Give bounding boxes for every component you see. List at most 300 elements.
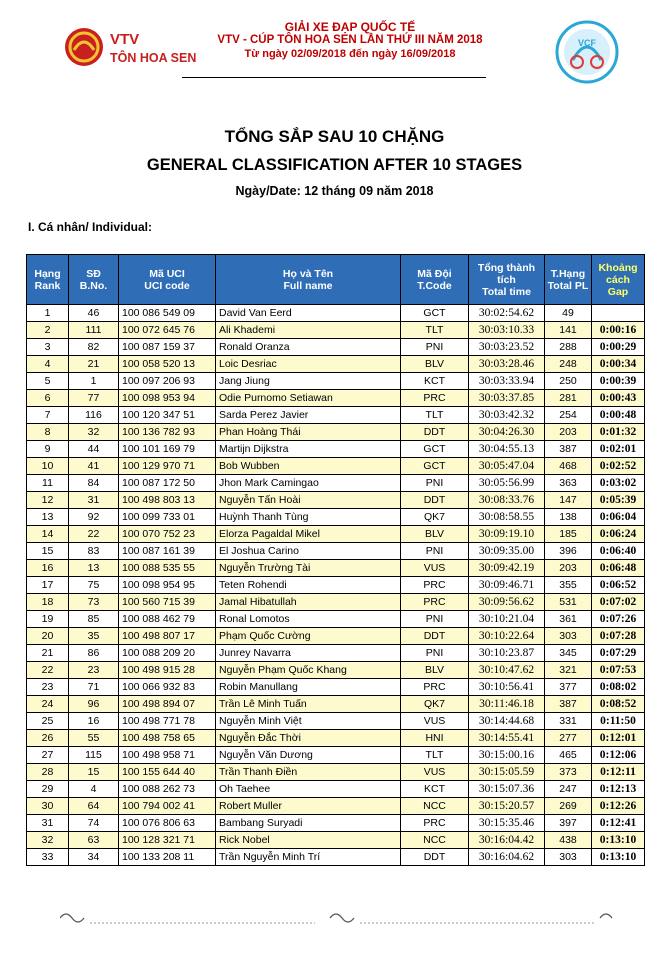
cell-team-code: KCT [401, 781, 469, 798]
cell-total-time: 30:08:58.55 [469, 509, 545, 526]
cell-total-pl: 438 [545, 832, 592, 849]
cell-total-pl: 254 [545, 407, 592, 424]
cell-team-code: GCT [401, 441, 469, 458]
cell-full-name: Elorza Pagaldal Mikel [216, 526, 401, 543]
cell-bib: 23 [69, 662, 119, 679]
cell-rank: 12 [27, 492, 69, 509]
cell-rank: 4 [27, 356, 69, 373]
cell-gap: 0:00:43 [592, 390, 645, 407]
cell-bib: 92 [69, 509, 119, 526]
cell-uci-code: 100 097 206 93 [119, 373, 216, 390]
cell-full-name: Phạm Quốc Cường [216, 628, 401, 645]
cell-bib: 77 [69, 390, 119, 407]
cell-bib: 1 [69, 373, 119, 390]
cell-bib: 34 [69, 849, 119, 866]
header-title-line1: GIẢI XE ĐẠP QUỐC TẾ [284, 20, 416, 34]
cell-gap: 0:00:48 [592, 407, 645, 424]
cell-full-name: Phan Hoàng Thái [216, 424, 401, 441]
cell-team-code: PRC [401, 577, 469, 594]
cell-total-time: 30:15:07.36 [469, 781, 545, 798]
table-row [27, 577, 645, 594]
table-row [27, 713, 645, 730]
table-row [27, 628, 645, 645]
cell-total-time: 30:03:28.46 [469, 356, 545, 373]
col-header-name: Họ và Tên Full name [216, 255, 401, 305]
cell-bib: 22 [69, 526, 119, 543]
cell-total-pl: 321 [545, 662, 592, 679]
cell-bib: 83 [69, 543, 119, 560]
table-row [27, 798, 645, 815]
cell-full-name: Martijn Dijkstra [216, 441, 401, 458]
cell-rank: 26 [27, 730, 69, 747]
cell-bib: 31 [69, 492, 119, 509]
cell-total-pl: 147 [545, 492, 592, 509]
cell-rank: 13 [27, 509, 69, 526]
cell-total-time: 30:02:54.62 [469, 305, 545, 322]
cell-bib: 13 [69, 560, 119, 577]
header-divider [182, 77, 486, 78]
cell-bib: 111 [69, 322, 119, 339]
cell-gap: 0:12:11 [592, 764, 645, 781]
cell-gap: 0:12:13 [592, 781, 645, 798]
cell-bib: 55 [69, 730, 119, 747]
cell-total-pl: 331 [545, 713, 592, 730]
cell-gap: 0:05:39 [592, 492, 645, 509]
cell-team-code: VUS [401, 764, 469, 781]
cell-rank: 33 [27, 849, 69, 866]
cell-total-pl: 203 [545, 424, 592, 441]
cell-team-code: PNI [401, 543, 469, 560]
cell-gap: 0:06:24 [592, 526, 645, 543]
cell-gap: 0:12:06 [592, 747, 645, 764]
cell-team-code: TLT [401, 322, 469, 339]
col-header-team: Mã Đội T.Code [401, 255, 469, 305]
cell-bib: 74 [69, 815, 119, 832]
cell-full-name: Ronald Oranza [216, 339, 401, 356]
cell-team-code: VUS [401, 713, 469, 730]
cell-total-time: 30:15:00.16 [469, 747, 545, 764]
cell-uci-code: 100 133 208 11 [119, 849, 216, 866]
table-row [27, 322, 645, 339]
cell-uci-code: 100 086 549 09 [119, 305, 216, 322]
cell-total-time: 30:05:56.99 [469, 475, 545, 492]
document-header [0, 0, 669, 100]
table-row [27, 679, 645, 696]
cell-gap: 0:08:02 [592, 679, 645, 696]
cell-full-name: Bambang Suryadi [216, 815, 401, 832]
cell-team-code: BLV [401, 526, 469, 543]
report-date: Ngày/Date: 12 tháng 09 năm 2018 [235, 184, 434, 198]
cell-uci-code: 100 088 462 79 [119, 611, 216, 628]
cell-uci-code: 100 087 159 37 [119, 339, 216, 356]
cell-bib: 44 [69, 441, 119, 458]
cell-total-time: 30:16:04.62 [469, 849, 545, 866]
cell-gap: 0:06:48 [592, 560, 645, 577]
cell-total-time: 30:09:46.71 [469, 577, 545, 594]
cell-rank: 22 [27, 662, 69, 679]
cell-uci-code: 100 088 209 20 [119, 645, 216, 662]
cell-rank: 14 [27, 526, 69, 543]
cell-gap: 0:07:02 [592, 594, 645, 611]
cell-full-name: Robin Manullang [216, 679, 401, 696]
table-row [27, 560, 645, 577]
cell-total-time: 30:03:33.94 [469, 373, 545, 390]
cell-total-pl: 138 [545, 509, 592, 526]
cell-gap: 0:03:02 [592, 475, 645, 492]
cell-total-time: 30:11:46.18 [469, 696, 545, 713]
cell-full-name: Nguyễn Trường Tài [216, 560, 401, 577]
cell-rank: 20 [27, 628, 69, 645]
cell-rank: 1 [27, 305, 69, 322]
cell-total-time: 30:09:56.62 [469, 594, 545, 611]
table-row [27, 509, 645, 526]
cell-total-pl: 303 [545, 849, 592, 866]
cell-gap: 0:00:16 [592, 322, 645, 339]
cell-team-code: HNI [401, 730, 469, 747]
cell-total-pl: 247 [545, 781, 592, 798]
cell-team-code: PRC [401, 390, 469, 407]
cell-bib: 82 [69, 339, 119, 356]
cell-rank: 11 [27, 475, 69, 492]
cell-uci-code: 100 794 002 41 [119, 798, 216, 815]
table-row [27, 730, 645, 747]
cell-total-pl: 355 [545, 577, 592, 594]
cell-team-code: PNI [401, 339, 469, 356]
cell-uci-code: 100 498 894 07 [119, 696, 216, 713]
cell-total-time: 30:04:26.30 [469, 424, 545, 441]
cell-rank: 8 [27, 424, 69, 441]
cell-full-name: El Joshua Carino [216, 543, 401, 560]
cell-total-time: 30:03:37.85 [469, 390, 545, 407]
cell-total-pl: 303 [545, 628, 592, 645]
cell-gap: 0:07:53 [592, 662, 645, 679]
cell-bib: 35 [69, 628, 119, 645]
cell-rank: 2 [27, 322, 69, 339]
cell-rank: 19 [27, 611, 69, 628]
cell-full-name: Nguyễn Văn Dương [216, 747, 401, 764]
cell-full-name: Jhon Mark Camingao [216, 475, 401, 492]
cell-full-name: Jang Jiung [216, 373, 401, 390]
cell-uci-code: 100 099 733 01 [119, 509, 216, 526]
cell-rank: 23 [27, 679, 69, 696]
cell-team-code: DDT [401, 424, 469, 441]
cell-rank: 9 [27, 441, 69, 458]
cell-total-pl: 377 [545, 679, 592, 696]
cell-total-pl: 345 [545, 645, 592, 662]
cell-rank: 6 [27, 390, 69, 407]
cell-gap: 0:07:29 [592, 645, 645, 662]
cell-full-name: Nguyễn Đắc Thời [216, 730, 401, 747]
cell-full-name: Junrey Navarra [216, 645, 401, 662]
cell-bib: 73 [69, 594, 119, 611]
cell-gap: 0:01:32 [592, 424, 645, 441]
cell-team-code: PNI [401, 645, 469, 662]
cell-uci-code: 100 498 807 17 [119, 628, 216, 645]
cell-total-pl: 248 [545, 356, 592, 373]
cell-bib: 21 [69, 356, 119, 373]
cell-full-name: Huỳnh Thanh Tùng [216, 509, 401, 526]
cell-total-pl: 281 [545, 390, 592, 407]
cell-team-code: GCT [401, 305, 469, 322]
cell-bib: 84 [69, 475, 119, 492]
table-row [27, 492, 645, 509]
cell-total-time: 30:10:23.87 [469, 645, 545, 662]
cell-rank: 10 [27, 458, 69, 475]
cell-bib: 116 [69, 407, 119, 424]
cell-bib: 75 [69, 577, 119, 594]
cell-gap: 0:00:39 [592, 373, 645, 390]
table-row [27, 305, 645, 322]
cell-uci-code: 100 155 644 40 [119, 764, 216, 781]
cell-bib: 85 [69, 611, 119, 628]
cell-uci-code: 100 098 953 94 [119, 390, 216, 407]
cell-total-time: 30:03:10.33 [469, 322, 545, 339]
cell-uci-code: 100 072 645 76 [119, 322, 216, 339]
cell-total-time: 30:04:55.13 [469, 441, 545, 458]
cell-gap [592, 305, 645, 322]
table-row [27, 424, 645, 441]
cell-full-name: Ronal Lomotos [216, 611, 401, 628]
cell-total-time: 30:15:20.57 [469, 798, 545, 815]
cell-total-time: 30:09:35.00 [469, 543, 545, 560]
cell-total-time: 30:09:19.10 [469, 526, 545, 543]
cell-total-time: 30:09:42.19 [469, 560, 545, 577]
cell-full-name: Robert Muller [216, 798, 401, 815]
cell-gap: 0:06:04 [592, 509, 645, 526]
cell-rank: 5 [27, 373, 69, 390]
cell-team-code: BLV [401, 356, 469, 373]
cell-uci-code: 100 070 752 23 [119, 526, 216, 543]
table-row [27, 764, 645, 781]
table-row [27, 747, 645, 764]
cell-gap: 0:06:52 [592, 577, 645, 594]
vtv-ton-hoa-sen-logo [62, 20, 212, 75]
cell-total-pl: 203 [545, 560, 592, 577]
cell-full-name: Bob Wubben [216, 458, 401, 475]
cell-full-name: Trần Thanh Điền [216, 764, 401, 781]
cell-uci-code: 100 129 970 71 [119, 458, 216, 475]
cell-rank: 18 [27, 594, 69, 611]
cell-total-pl: 277 [545, 730, 592, 747]
cell-team-code: QK7 [401, 509, 469, 526]
cell-uci-code: 100 498 758 65 [119, 730, 216, 747]
cell-total-pl: 387 [545, 441, 592, 458]
table-row [27, 373, 645, 390]
cell-team-code: DDT [401, 492, 469, 509]
table-row [27, 696, 645, 713]
cell-bib: 63 [69, 832, 119, 849]
cell-gap: 0:00:29 [592, 339, 645, 356]
cell-total-pl: 373 [545, 764, 592, 781]
table-row [27, 475, 645, 492]
table-row [27, 645, 645, 662]
cell-total-pl: 396 [545, 543, 592, 560]
cell-uci-code: 100 498 803 13 [119, 492, 216, 509]
cell-team-code: TLT [401, 747, 469, 764]
cell-total-pl: 531 [545, 594, 592, 611]
cell-total-time: 30:03:42.32 [469, 407, 545, 424]
cell-rank: 28 [27, 764, 69, 781]
cell-uci-code: 100 498 915 28 [119, 662, 216, 679]
cell-team-code: KCT [401, 373, 469, 390]
cell-team-code: BLV [401, 662, 469, 679]
cell-rank: 27 [27, 747, 69, 764]
col-header-bib: SĐ B.No. [69, 255, 119, 305]
cell-full-name: Rick Nobel [216, 832, 401, 849]
table-row [27, 815, 645, 832]
table-row [27, 407, 645, 424]
cell-rank: 21 [27, 645, 69, 662]
cell-bib: 32 [69, 424, 119, 441]
cell-team-code: QK7 [401, 696, 469, 713]
cell-total-time: 30:10:56.41 [469, 679, 545, 696]
cell-bib: 41 [69, 458, 119, 475]
table-row [27, 594, 645, 611]
title-english: GENERAL CLASSIFICATION AFTER 10 STAGES [146, 156, 523, 174]
cell-uci-code: 100 101 169 79 [119, 441, 216, 458]
cell-rank: 7 [27, 407, 69, 424]
cell-uci-code: 100 087 161 39 [119, 543, 216, 560]
cell-total-time: 30:14:44.68 [469, 713, 545, 730]
cell-gap: 0:00:34 [592, 356, 645, 373]
cell-full-name: David Van Eerd [216, 305, 401, 322]
table-row [27, 781, 645, 798]
table-row [27, 390, 645, 407]
cell-total-time: 30:03:23.52 [469, 339, 545, 356]
cell-bib: 46 [69, 305, 119, 322]
cell-gap: 0:13:10 [592, 832, 645, 849]
cell-full-name: Jamal Hibatullah [216, 594, 401, 611]
cell-bib: 64 [69, 798, 119, 815]
cell-full-name: Sarda Perez Javier [216, 407, 401, 424]
table-row [27, 849, 645, 866]
col-header-gap: Khoảng cách Gap [592, 255, 645, 305]
cell-full-name: Nguyễn Minh Việt [216, 713, 401, 730]
cell-total-pl: 387 [545, 696, 592, 713]
cell-full-name: Trần Nguyễn Minh Trí [216, 849, 401, 866]
cell-rank: 3 [27, 339, 69, 356]
cell-gap: 0:06:40 [592, 543, 645, 560]
cell-full-name: Loic Desriac [216, 356, 401, 373]
cell-full-name: Nguyễn Phạm Quốc Khang [216, 662, 401, 679]
cell-gap: 0:02:52 [592, 458, 645, 475]
cell-rank: 15 [27, 543, 69, 560]
cell-team-code: PRC [401, 594, 469, 611]
cell-uci-code: 100 498 771 78 [119, 713, 216, 730]
cell-rank: 17 [27, 577, 69, 594]
cell-team-code: PRC [401, 815, 469, 832]
section-label: I. Cá nhân/ Individual: [28, 220, 153, 234]
cell-uci-code: 100 128 321 71 [119, 832, 216, 849]
cell-uci-code: 100 088 262 73 [119, 781, 216, 798]
cell-total-pl: 397 [545, 815, 592, 832]
col-header-time: Tổng thành tích Total time [469, 255, 545, 305]
cell-gap: 0:07:26 [592, 611, 645, 628]
cell-total-time: 30:08:33.76 [469, 492, 545, 509]
cell-gap: 0:12:41 [592, 815, 645, 832]
cell-rank: 31 [27, 815, 69, 832]
cell-rank: 29 [27, 781, 69, 798]
logo-brand-text: TÔN HOA SEN [110, 51, 197, 65]
cell-gap: 0:11:50 [592, 713, 645, 730]
cell-total-pl: 185 [545, 526, 592, 543]
footer-decoration [60, 908, 620, 928]
table-header-row [27, 255, 645, 305]
cell-gap: 0:08:52 [592, 696, 645, 713]
cell-total-pl: 288 [545, 339, 592, 356]
table-row [27, 662, 645, 679]
cell-total-time: 30:10:22.64 [469, 628, 545, 645]
cell-team-code: TLT [401, 407, 469, 424]
cell-team-code: GCT [401, 458, 469, 475]
table-row [27, 832, 645, 849]
cell-total-time: 30:05:47.04 [469, 458, 545, 475]
header-title-line2: VTV - CÚP TÔN HOA SEN LẦN THỨ III NĂM 2018 [217, 34, 483, 46]
header-title-line3: Từ ngày 02/09/2018 đến ngày 16/09/2018 [244, 48, 456, 60]
cell-total-time: 30:10:21.04 [469, 611, 545, 628]
cell-team-code: NCC [401, 832, 469, 849]
vcf-logo [555, 20, 620, 85]
cell-bib: 115 [69, 747, 119, 764]
cell-total-time: 30:10:47.62 [469, 662, 545, 679]
cell-gap: 0:07:28 [592, 628, 645, 645]
cell-uci-code: 100 098 954 95 [119, 577, 216, 594]
cell-total-pl: 250 [545, 373, 592, 390]
cell-bib: 96 [69, 696, 119, 713]
cell-team-code: PRC [401, 679, 469, 696]
table-row [27, 356, 645, 373]
cell-rank: 16 [27, 560, 69, 577]
cell-total-pl: 468 [545, 458, 592, 475]
cell-full-name: Teten Rohendi [216, 577, 401, 594]
cell-gap: 0:12:26 [592, 798, 645, 815]
cell-team-code: VUS [401, 560, 469, 577]
cell-team-code: PNI [401, 611, 469, 628]
cell-gap: 0:02:01 [592, 441, 645, 458]
table-row [27, 458, 645, 475]
classification-table [26, 254, 645, 866]
cell-team-code: PNI [401, 475, 469, 492]
logo-vtv-text: VTV [110, 31, 140, 48]
cell-total-time: 30:15:35.46 [469, 815, 545, 832]
cell-total-time: 30:14:55.41 [469, 730, 545, 747]
cell-total-pl: 141 [545, 322, 592, 339]
cell-total-pl: 363 [545, 475, 592, 492]
cell-rank: 32 [27, 832, 69, 849]
cell-gap: 0:13:10 [592, 849, 645, 866]
cell-full-name: Ali Khademi [216, 322, 401, 339]
cell-uci-code: 100 058 520 13 [119, 356, 216, 373]
col-header-uci: Mã UCI UCI code [119, 255, 216, 305]
cell-uci-code: 100 087 172 50 [119, 475, 216, 492]
cell-bib: 86 [69, 645, 119, 662]
cell-uci-code: 100 088 535 55 [119, 560, 216, 577]
cell-full-name: Trần Lê Minh Tuấn [216, 696, 401, 713]
table-row [27, 526, 645, 543]
cell-uci-code: 100 136 782 93 [119, 424, 216, 441]
table-row [27, 543, 645, 560]
cell-total-pl: 465 [545, 747, 592, 764]
cell-rank: 30 [27, 798, 69, 815]
cell-total-pl: 49 [545, 305, 592, 322]
cell-rank: 25 [27, 713, 69, 730]
cell-gap: 0:12:01 [592, 730, 645, 747]
cell-bib: 16 [69, 713, 119, 730]
table-row [27, 611, 645, 628]
cell-team-code: NCC [401, 798, 469, 815]
cell-total-time: 30:15:05.59 [469, 764, 545, 781]
cell-team-code: DDT [401, 849, 469, 866]
